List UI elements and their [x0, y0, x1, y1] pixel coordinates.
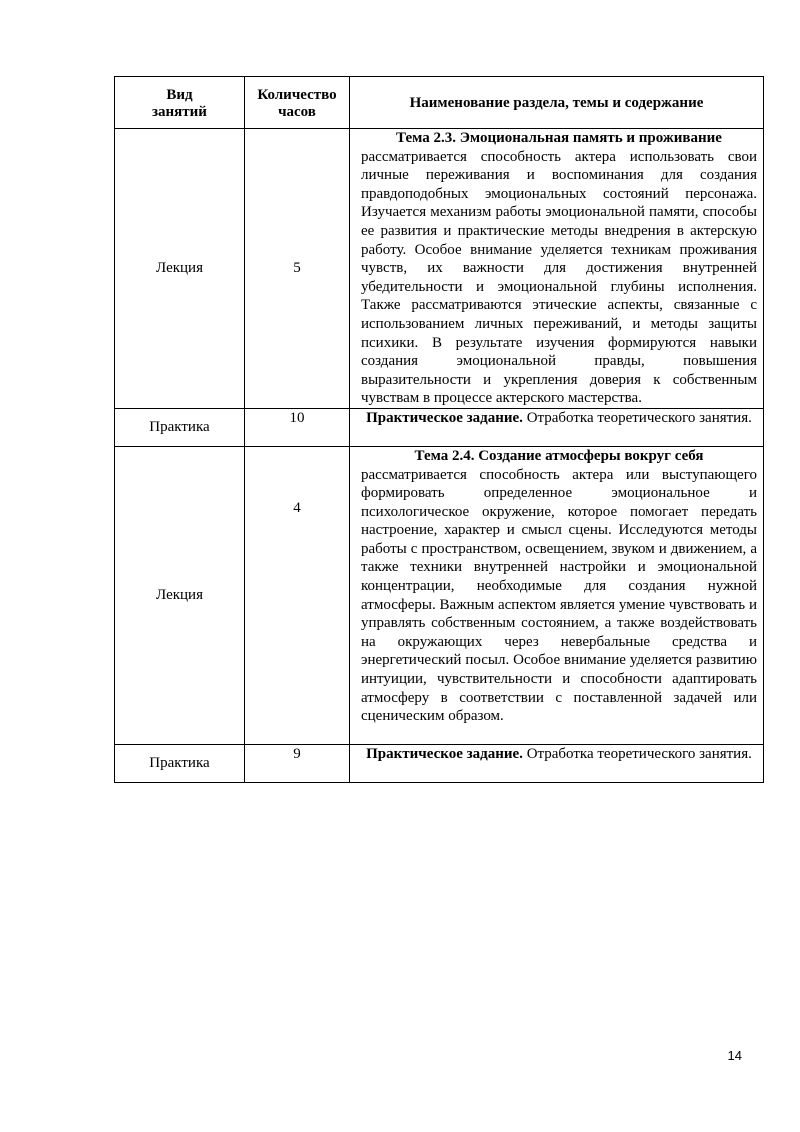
row-hours: 9 [245, 744, 350, 782]
table-header-row [115, 77, 764, 129]
header-type [115, 77, 245, 129]
row-type: Лекция [115, 446, 245, 744]
topic-description: рассматривается способность актера использовать свои личные переживания и воспоминания для создания правдоподобных эмоциональных состояний персонажа. Изучается механизм работы эмоциональной памяти, способы ее развития и практические методы внедрения в актерскую работу. Особое внимание уделяется техникам проживания чувств, их важности для достижения внутренней убедительности и эмоциональной глубины исполнения. Также рассматриваются этические аспекты, связанные с использованием личных переживаний, и методы защиты психики. В результате изучения формируются навыки создания эмоциональной правды, повышения выразительности и укрепления доверия к собственным чувствам в процессе актерского мастерства. [361, 148, 757, 407]
table-row [115, 446, 764, 744]
row-hours: 10 [245, 408, 350, 446]
topic-description: рассматривается способность актера или выступающего формировать определенное эмоциональное и психологическое окружение, которое помогает передать настроение, характер и смысл сцены. Исследуются методы работы с пространством, освещением, звуком и движением, а также техники внутренней настройки и эмоциональной концентрации, необходимые для создания нужной атмосферы. Важным аспектом является умение чувствовать и управлять собственным состоянием, а также воздействовать на окружающих через невербальные средства и энергетический посыл. Особое внимание уделяется развитию интуиции, чувствительности и способности адаптировать атмосферу в соответствии с поставленной задачей или сценическим образом. [361, 466, 757, 725]
row-content [350, 744, 764, 782]
header-hours-label: Количество часов [257, 86, 337, 120]
row-type: Практика [115, 408, 245, 446]
table-row [115, 129, 764, 409]
practice-task-text: Отработка теоретического занятия. [526, 745, 752, 762]
topic-title: Тема 2.3. Эмоциональная память и проживание [396, 130, 722, 146]
row-content [350, 446, 764, 744]
header-hours [245, 77, 350, 129]
header-type-label: Вид занятий [152, 86, 207, 120]
row-type: Практика [115, 744, 245, 782]
page-number: 14 [727, 1048, 742, 1063]
row-content [350, 129, 764, 409]
table-row [115, 744, 764, 782]
row-type: Лекция [115, 129, 245, 409]
table-row [115, 408, 764, 446]
row-content [350, 408, 764, 446]
header-content: Наименование раздела, темы и содержание [350, 77, 764, 129]
practice-task-text: Отработка теоретического занятия. [526, 409, 752, 426]
curriculum-table [114, 76, 764, 783]
topic-title: Тема 2.4. Создание атмосферы вокруг себя [414, 447, 704, 464]
row-hours: 5 [245, 129, 350, 409]
row-hours [245, 446, 350, 744]
practice-task-label: Практическое задание. [366, 745, 523, 762]
practice-task-label: Практическое задание. [366, 409, 523, 426]
row-hours-value: 4 [293, 499, 301, 516]
